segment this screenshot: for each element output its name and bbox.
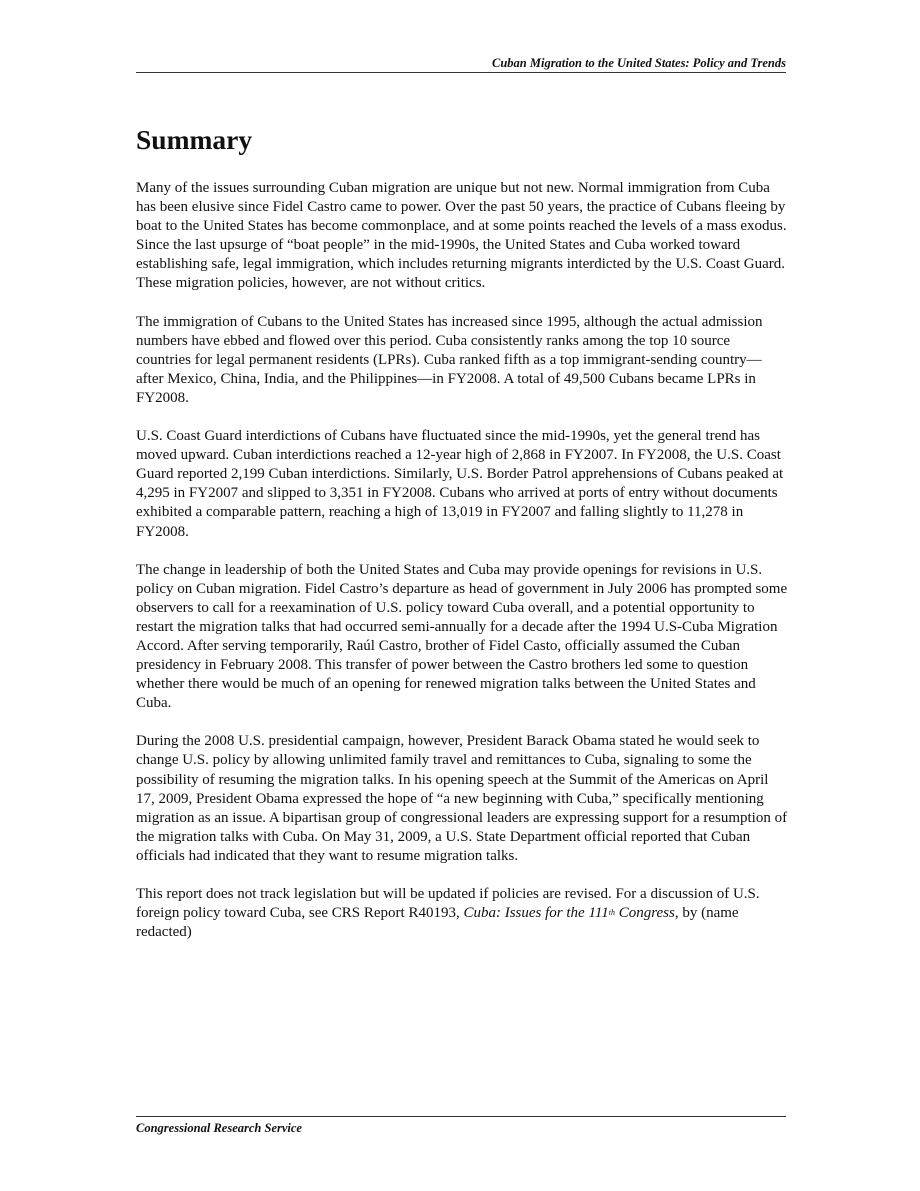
paragraph-2: The immigration of Cubans to the United States has increased since 1995, although the actual admission numbers have ebbed and flowed over this period. Cuba consistently ranks among the top 10 source countries for legal permanent residents (LPRs). Cuba ranked fifth as a top immigrant-sending country—after Mexico, China, India, and the Philippines—in FY2008. A total of 49,500 Cubans became LPRs in FY2008. [136, 313, 763, 406]
section-title: Summary [136, 124, 253, 155]
header-rule [136, 72, 786, 73]
paragraph-6 [136, 885, 788, 942]
footer-text: Congressional Research Service [136, 1121, 302, 1135]
summary-body [136, 179, 788, 961]
report-title: Cuba: Issues for the 111 [463, 905, 609, 922]
report-title-superscript: th [608, 908, 615, 918]
paragraph-1: Many of the issues surrounding Cuban migration are unique but not new. Normal immigration from Cuba has been elusive since Fidel Castro came to power. Over the past 50 years, the practice of Cubans fleeing by boat to the United States has become commonplace, and at some points reached the levels of a mass exodus. Since the last upsurge of “boat people” in the mid-1990s, the United States and Cuba worked toward establishing safe, legal immigration, which includes returning migrants interdicted by the U.S. Coast Guard. These migration policies, however, are not without critics. [136, 180, 787, 292]
report-title-link [463, 905, 674, 921]
paragraph-6-lead: This report does not track legislation but will be updated if policies are revised. For a discussion of U.S. foreign policy toward Cuba, see CRS Report R40193, [136, 886, 760, 922]
running-header: Cuban Migration to the United States: Policy and Trends [491, 56, 786, 70]
report-title-end: Congress [618, 905, 675, 922]
footer-rule [136, 1116, 786, 1117]
paragraph-5: During the 2008 U.S. presidential campaign, however, President Barack Obama stated he would seek to change U.S. policy by allowing unlimited family travel and remittances to Cuba, signaling to some the possibility of resuming the migration talks. In his opening speech at the Summit of the Americas on April 17, 2009, President Obama expressed the hope of “a new beginning with Cuba,” specifically mentioning migration as an issue. A bipartisan group of congressional leaders are expressing support for a resumption of the migration talks with Cuba. On May 31, 2009, a U.S. State Department official reported that Cuban officials had indicated that they want to resume migration talks. [136, 733, 788, 864]
paragraph-3: U.S. Coast Guard interdictions of Cubans have fluctuated since the mid-1990s, yet the general trend has moved upward. Cuban interdictions reached a 12-year high of 2,868 in FY2007. In FY2008, the U.S. Coast Guard reported 2,199 Cuban interdictions. Similarly, U.S. Border Patrol apprehensions of Cubans peaked at 4,295 in FY2007 and slipped to 3,351 in FY2008. Cubans who arrived at ports of entry without documents exhibited a comparable pattern, reaching a high of 13,019 in FY2007 and falling slightly to 11,278 in FY2008. [136, 428, 784, 540]
paragraph-4: The change in leadership of both the United States and Cuba may provide openings for revisions in U.S. policy on Cuban migration. Fidel Castro’s departure as head of government in July 2006 has prompted some observers to call for a reexamination of U.S. policy toward Cuba overall, and a potential opportunity to restart the migration talks that had occurred semi-annually for a decade after the 1994 U.S-Cuba Migration Accord. After serving temporarily, Raúl Castro, brother of Fidel Casto, officially assumed the Cuban presidency in February 2008. This transfer of power between the Castro brothers led some to question whether there would be much of an opening for renewed migration talks between the United States and Cuba. [136, 561, 788, 712]
paragraph-6-tail: , by (name redacted) [136, 905, 739, 941]
